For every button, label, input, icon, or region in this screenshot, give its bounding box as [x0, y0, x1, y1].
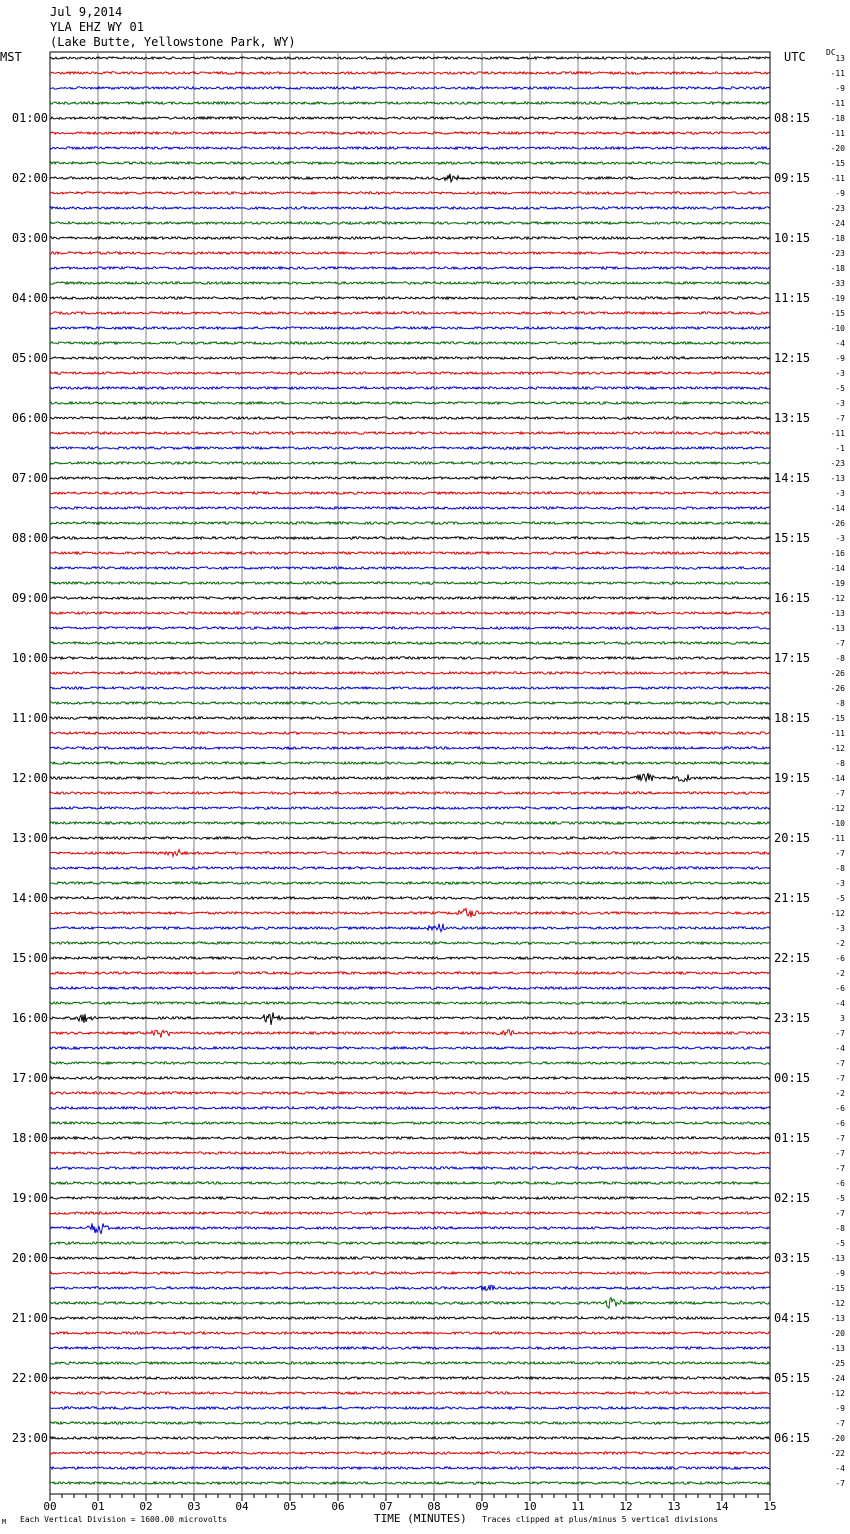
x-tick-label: 11 — [571, 1500, 585, 1513]
trace-line — [50, 1107, 770, 1109]
trace-line — [50, 522, 770, 524]
trace-line — [50, 1377, 770, 1379]
right-hour-label: 02:15 — [774, 1191, 811, 1205]
dc-offset-label: -2 — [835, 1089, 845, 1098]
dc-offset-label: -3 — [835, 489, 845, 498]
right-hour-label: 14:15 — [774, 471, 811, 485]
dc-offset-label: -8 — [835, 1224, 845, 1233]
x-tick-label: 06 — [331, 1500, 345, 1513]
left-hour-label: 12:00 — [11, 771, 48, 785]
dc-offset-label: -7 — [835, 1209, 845, 1218]
right-hour-label: 16:15 — [774, 591, 811, 605]
trace-line — [50, 1347, 770, 1349]
dc-offset-label: -13 — [830, 1344, 845, 1353]
header-station: YLA EHZ WY 01 — [50, 20, 144, 34]
dc-offset-label: -22 — [830, 1449, 845, 1458]
trace-line — [50, 582, 770, 584]
trace-line — [50, 762, 770, 764]
dc-offset-label: -18 — [830, 234, 845, 243]
trace-line — [50, 1223, 770, 1234]
left-hour-label: 14:00 — [11, 891, 48, 905]
dc-offset-label: -10 — [830, 324, 845, 333]
dc-offset-label: -12 — [830, 744, 845, 753]
trace-line — [50, 1467, 770, 1469]
trace-line — [50, 174, 770, 182]
dc-offset-label: -13 — [830, 1314, 845, 1323]
right-hour-label: 19:15 — [774, 771, 811, 785]
left-hour-label: 11:00 — [11, 711, 48, 725]
footer-scale-note: Each Vertical Division = 1600.00 microvolts — [20, 1515, 228, 1524]
trace-line — [50, 402, 770, 404]
left-hour-label: 21:00 — [11, 1311, 48, 1325]
dc-offset-label: -7 — [835, 849, 845, 858]
trace-line — [50, 837, 770, 839]
dc-offset-label: -20 — [830, 1434, 845, 1443]
x-tick-label: 05 — [283, 1500, 297, 1513]
right-hour-label: 09:15 — [774, 171, 811, 185]
trace-line — [50, 1013, 770, 1025]
x-tick-label: 12 — [619, 1500, 633, 1513]
trace-line — [50, 850, 770, 857]
trace-line — [50, 1047, 770, 1049]
dc-offset-label: -9 — [835, 1269, 845, 1278]
trace-line — [50, 57, 770, 59]
dc-offset-label: -11 — [830, 69, 845, 78]
trace-line — [50, 909, 770, 918]
left-hour-label: 01:00 — [11, 111, 48, 125]
x-tick-label: 04 — [235, 1500, 249, 1513]
right-hour-label: 12:15 — [774, 351, 811, 365]
trace-line — [50, 1002, 770, 1004]
trace-line — [50, 657, 770, 659]
trace-line — [50, 1182, 770, 1184]
dc-offset-label: -18 — [830, 114, 845, 123]
dc-offset-label: -7 — [835, 1134, 845, 1143]
trace-line — [50, 432, 770, 434]
dc-offset-label: -8 — [835, 759, 845, 768]
dc-offset-label: -9 — [835, 354, 845, 363]
trace-line — [50, 1092, 770, 1094]
right-hour-label: 05:15 — [774, 1371, 811, 1385]
dc-offset-label: -11 — [830, 174, 845, 183]
dc-offset-label: -15 — [830, 159, 845, 168]
dc-offset-label: -7 — [835, 1074, 845, 1083]
left-hour-label: 19:00 — [11, 1191, 48, 1205]
x-axis-title: TIME (MINUTES) — [374, 1512, 467, 1525]
trace-line — [50, 222, 770, 224]
trace-line — [50, 267, 770, 269]
trace-line — [50, 642, 770, 644]
footer-clip-note: Traces clipped at plus/minus 5 vertical divisions — [482, 1515, 719, 1524]
left-hour-label: 13:00 — [11, 831, 48, 845]
left-hour-label: 16:00 — [11, 1011, 48, 1025]
dc-offset-label: -23 — [830, 459, 845, 468]
right-hour-label: 10:15 — [774, 231, 811, 245]
dc-offset-label: -19 — [830, 294, 845, 303]
trace-line — [50, 117, 770, 119]
left-hour-label: 06:00 — [11, 411, 48, 425]
dc-offset-label: -6 — [835, 954, 845, 963]
dc-offset-label: -12 — [830, 909, 845, 918]
x-tick-label: 00 — [43, 1500, 57, 1513]
left-hour-label: 05:00 — [11, 351, 48, 365]
trace-line — [50, 717, 770, 719]
dc-offset-label: -12 — [830, 1299, 845, 1308]
dc-offset-label: -14 — [830, 774, 845, 783]
dc-offset-label: -24 — [830, 1374, 845, 1383]
dc-offset-label: -7 — [835, 789, 845, 798]
trace-line — [50, 387, 770, 389]
x-tick-label: 01 — [91, 1500, 105, 1513]
trace-line — [50, 1152, 770, 1154]
dc-offset-label: -8 — [835, 654, 845, 663]
dc-offset-label: -18 — [830, 264, 845, 273]
dc-offset-label: -7 — [835, 1029, 845, 1038]
trace-line — [50, 1212, 770, 1214]
trace-line — [50, 417, 770, 419]
left-hour-label: 10:00 — [11, 651, 48, 665]
dc-offset-label: -26 — [830, 684, 845, 693]
dc-offset-label: -14 — [830, 564, 845, 573]
dc-offset-label: -4 — [835, 999, 845, 1008]
trace-line — [50, 237, 770, 239]
x-tick-label: 02 — [139, 1500, 153, 1513]
right-hour-label: 03:15 — [774, 1251, 811, 1265]
right-hour-label: 04:15 — [774, 1311, 811, 1325]
right-hour-label: 06:15 — [774, 1431, 811, 1445]
trace-line — [50, 342, 770, 344]
trace-line — [50, 282, 770, 284]
x-tick-label: 09 — [475, 1500, 489, 1513]
left-hour-label: 22:00 — [11, 1371, 48, 1385]
dc-offset-label: -12 — [830, 804, 845, 813]
dc-offset-label: -26 — [830, 669, 845, 678]
dc-offset-label: -8 — [835, 864, 845, 873]
dc-offset-label: -11 — [830, 99, 845, 108]
trace-line — [50, 807, 770, 809]
right-hour-label: 17:15 — [774, 651, 811, 665]
dc-offset-label: -26 — [830, 519, 845, 528]
left-hour-label: 18:00 — [11, 1131, 48, 1145]
dc-offset-label: -20 — [830, 144, 845, 153]
dc-offset-label: -5 — [835, 1194, 845, 1203]
trace-line — [50, 972, 770, 974]
trace-line — [50, 942, 770, 944]
dc-offset-label: -15 — [830, 1284, 845, 1293]
trace-line — [50, 477, 770, 479]
trace-line — [50, 1437, 770, 1439]
trace-line — [50, 1257, 770, 1259]
left-hour-label: 03:00 — [11, 231, 48, 245]
dc-offset-label: -10 — [830, 819, 845, 828]
left-hour-label: 23:00 — [11, 1431, 48, 1445]
dc-offset-label: -11 — [830, 429, 845, 438]
right-hour-label: 13:15 — [774, 411, 811, 425]
trace-line — [50, 1407, 770, 1409]
trace-line — [50, 1317, 770, 1319]
trace-line — [50, 1137, 770, 1139]
x-tick-label: 03 — [187, 1500, 201, 1513]
trace-line — [50, 822, 770, 824]
dc-offset-label: -4 — [835, 1464, 845, 1473]
trace-line — [50, 357, 770, 359]
right-hour-label: 11:15 — [774, 291, 811, 305]
dc-offset-label: -4 — [835, 339, 845, 348]
dc-offset-label: -8 — [835, 699, 845, 708]
dc-offset-label: -33 — [830, 279, 845, 288]
dc-offset-label: -13 — [830, 474, 845, 483]
trace-line — [50, 162, 770, 164]
dc-offset-label: -16 — [830, 549, 845, 558]
dc-offset-label: -11 — [830, 729, 845, 738]
dc-offset-label: -6 — [835, 984, 845, 993]
dc-offset-label: -1 — [835, 444, 845, 453]
dc-offset-label: -23 — [830, 249, 845, 258]
x-tick-label: 10 — [523, 1500, 537, 1513]
x-tick-label: 15 — [763, 1500, 777, 1513]
trace-line — [50, 627, 770, 629]
trace-line — [50, 372, 770, 374]
right-hour-label: 08:15 — [774, 111, 811, 125]
dc-offset-label: -20 — [830, 1329, 845, 1338]
trace-line — [50, 537, 770, 539]
trace-line — [50, 1122, 770, 1124]
left-hour-label: 04:00 — [11, 291, 48, 305]
trace-line — [50, 1197, 770, 1199]
trace-line — [50, 1242, 770, 1244]
dc-offset-label: -5 — [835, 384, 845, 393]
right-hour-label: 01:15 — [774, 1131, 811, 1145]
dc-offset-label: -14 — [830, 504, 845, 513]
header-location: (Lake Butte, Yellowstone Park, WY) — [50, 35, 296, 49]
trace-line — [50, 897, 770, 899]
trace-line — [50, 882, 770, 884]
trace-line — [50, 72, 770, 74]
trace-line — [50, 732, 770, 734]
left-hour-label: 09:00 — [11, 591, 48, 605]
trace-line — [50, 327, 770, 329]
left-hour-label: 07:00 — [11, 471, 48, 485]
trace-line — [50, 492, 770, 494]
dc-offset-label: -6 — [835, 1179, 845, 1188]
dc-offset-label: -3 — [835, 534, 845, 543]
dc-offset-label: -13 — [830, 1254, 845, 1263]
dc-offset-label: -9 — [835, 189, 845, 198]
trace-line — [50, 552, 770, 554]
trace-line — [50, 312, 770, 314]
left-hour-label: 17:00 — [11, 1071, 48, 1085]
dc-offset-label: -2 — [835, 969, 845, 978]
trace-line — [50, 867, 770, 869]
dc-offset-label: -11 — [830, 129, 845, 138]
x-tick-label: 14 — [715, 1500, 729, 1513]
trace-line — [50, 1332, 770, 1334]
dc-offset-label: -7 — [835, 1479, 845, 1488]
dc-offset-label: -5 — [835, 1239, 845, 1248]
dc-offset-label: -5 — [835, 894, 845, 903]
dc-offset-label: -7 — [835, 1419, 845, 1428]
trace-line — [50, 132, 770, 134]
trace-line — [50, 207, 770, 209]
x-tick-label: 08 — [427, 1500, 441, 1513]
dc-offset-label: -13 — [830, 609, 845, 618]
trace-line — [50, 147, 770, 149]
trace-line — [50, 1452, 770, 1454]
left-hour-label: 20:00 — [11, 1251, 48, 1265]
right-hour-label: 15:15 — [774, 531, 811, 545]
trace-line — [50, 1030, 770, 1038]
trace-line — [50, 1272, 770, 1274]
trace-line — [50, 252, 770, 254]
trace-line — [50, 462, 770, 464]
dc-offset-label: -25 — [830, 1359, 845, 1368]
trace-line — [50, 747, 770, 749]
dc-offset-label: 3 — [840, 1014, 845, 1023]
left-hour-label: 15:00 — [11, 951, 48, 965]
left-hour-label: 02:00 — [11, 171, 48, 185]
right-hour-label: 22:15 — [774, 951, 811, 965]
dc-offset-label: -24 — [830, 219, 845, 228]
right-hour-label: 18:15 — [774, 711, 811, 725]
trace-line — [50, 672, 770, 674]
dc-offset-label: -3 — [835, 369, 845, 378]
dc-offset-label: -3 — [835, 924, 845, 933]
trace-line — [50, 957, 770, 959]
trace-line — [50, 1362, 770, 1364]
dc-offset-label: -9 — [835, 84, 845, 93]
trace-line — [50, 1285, 770, 1290]
trace-line — [50, 447, 770, 449]
dc-offset-label: -12 — [830, 594, 845, 603]
dc-offset-label: -12 — [830, 1389, 845, 1398]
trace-line — [50, 87, 770, 89]
dc-offset-label: -19 — [830, 579, 845, 588]
dc-offset-label: -6 — [835, 1104, 845, 1113]
trace-line — [50, 1167, 770, 1169]
dc-offset-label: -2 — [835, 939, 845, 948]
trace-line — [50, 1392, 770, 1394]
trace-line — [50, 612, 770, 614]
dc-offset-label: -13 — [830, 624, 845, 633]
right-hour-label: 21:15 — [774, 891, 811, 905]
trace-line — [50, 1062, 770, 1064]
dc-offset-label: -7 — [835, 639, 845, 648]
dc-offset-header: DC — [826, 48, 836, 57]
dc-offset-label: -4 — [835, 1044, 845, 1053]
trace-line — [50, 507, 770, 509]
trace-line — [50, 773, 770, 782]
dc-offset-label: -3 — [835, 399, 845, 408]
right-timezone-label: UTC — [784, 50, 806, 64]
dc-offset-label: -7 — [835, 414, 845, 423]
trace-line — [50, 1298, 770, 1309]
trace-line — [50, 567, 770, 569]
dc-offset-label: -15 — [830, 309, 845, 318]
trace-line — [50, 102, 770, 104]
header-date: Jul 9,2014 — [50, 5, 123, 19]
right-hour-label: 20:15 — [774, 831, 811, 845]
trace-line — [50, 1077, 770, 1079]
trace-line — [50, 297, 770, 299]
trace-line — [50, 597, 770, 599]
trace-line — [50, 1422, 770, 1424]
trace-line — [50, 687, 770, 689]
trace-line — [50, 792, 770, 794]
corner-mark: M — [2, 1518, 7, 1526]
left-hour-label: 08:00 — [11, 531, 48, 545]
trace-line — [50, 1482, 770, 1484]
trace-line — [50, 702, 770, 704]
dc-offset-label: 13 — [835, 54, 845, 63]
x-tick-label: 13 — [667, 1500, 681, 1513]
dc-offset-label: -11 — [830, 834, 845, 843]
dc-offset-label: -15 — [830, 714, 845, 723]
dc-offset-label: -23 — [830, 204, 845, 213]
dc-offset-label: -7 — [835, 1149, 845, 1158]
dc-offset-label: -7 — [835, 1059, 845, 1068]
x-tick-label: 07 — [379, 1500, 393, 1513]
dc-offset-label: -6 — [835, 1119, 845, 1128]
dc-offset-label: -9 — [835, 1404, 845, 1413]
dc-offset-label: -7 — [835, 1164, 845, 1173]
trace-line — [50, 987, 770, 989]
dc-offset-label: -3 — [835, 879, 845, 888]
right-hour-label: 00:15 — [774, 1071, 811, 1085]
left-timezone-label: MST — [0, 50, 22, 64]
right-hour-label: 23:15 — [774, 1011, 811, 1025]
trace-line — [50, 192, 770, 194]
trace-line — [50, 924, 770, 932]
